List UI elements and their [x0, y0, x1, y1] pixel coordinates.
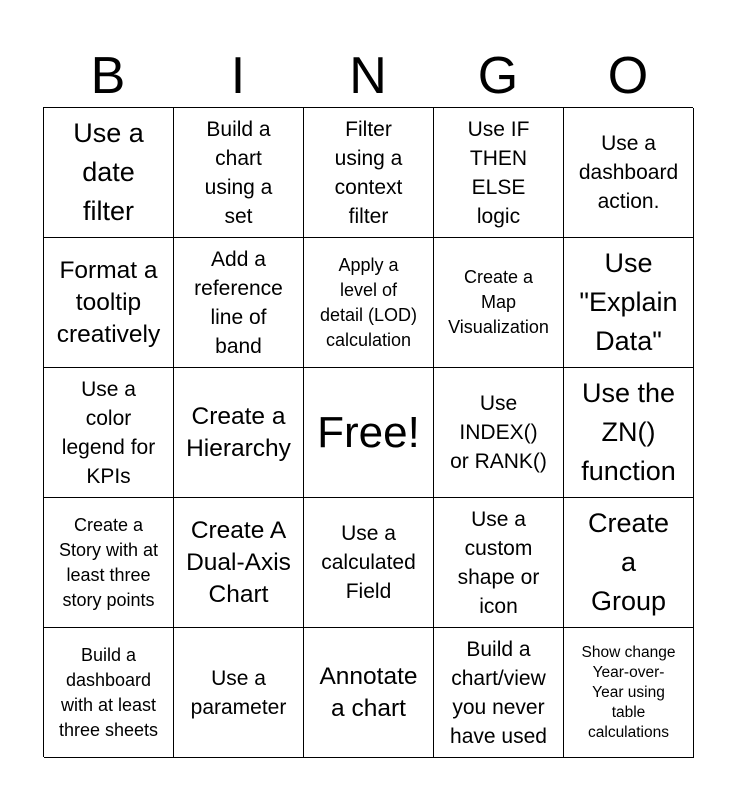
free-space-text: Free!: [317, 407, 420, 457]
bingo-cell-r5c2[interactable]: [174, 628, 304, 758]
bingo-cell-free[interactable]: [304, 368, 434, 498]
header-letter-g: G: [477, 47, 519, 105]
cell-text: Use IF THEN ELSE logic: [467, 117, 530, 228]
bingo-cell-r2c3[interactable]: [304, 238, 434, 368]
bingo-cell-r5c4[interactable]: [434, 628, 564, 758]
header-letter-b: B: [90, 47, 126, 105]
cell-text: Use a calculated Field: [321, 522, 416, 603]
cell-text: Filter using a context filter: [334, 117, 403, 228]
bingo-cell-r4c4[interactable]: [434, 498, 564, 628]
bingo-cell-r1c5[interactable]: [564, 108, 694, 238]
cell-text: Use a dashboard action.: [578, 132, 679, 213]
bingo-cell-r3c1[interactable]: [44, 368, 174, 498]
bingo-cell-r1c2[interactable]: [174, 108, 304, 238]
bingo-cell-r3c4[interactable]: [434, 368, 564, 498]
cell-text: Use a custom shape or icon: [457, 507, 540, 618]
cell-text: Add a reference line of band: [194, 247, 283, 358]
bingo-cell-r5c5[interactable]: [564, 628, 694, 758]
bingo-cell-r4c5[interactable]: [564, 498, 694, 628]
header-letter-o: O: [607, 47, 649, 105]
cell-text: Show change Year-over- Year using table calculations: [581, 643, 676, 741]
cell-text: Build a dashboard with at least three sheets: [58, 644, 159, 740]
cell-text: Format a tooltip creatively: [56, 256, 161, 348]
cell-text: Build a chart using a set: [204, 117, 273, 228]
bingo-cell-r3c2[interactable]: [174, 368, 304, 498]
cell-text: Apply a level of detail (LOD) calculation: [319, 254, 418, 350]
bingo-cell-r1c1[interactable]: [44, 108, 174, 238]
cell-text: Create A Dual-Axis Chart: [186, 516, 291, 608]
header-letter-n: N: [349, 47, 387, 105]
cell-text: Use a color legend for KPIs: [61, 377, 156, 488]
cell-text: Annotate a chart: [319, 662, 418, 722]
bingo-cell-r2c1[interactable]: [44, 238, 174, 368]
header-letter-i: I: [230, 47, 246, 105]
bingo-cell-r4c3[interactable]: [304, 498, 434, 628]
cell-text: Use "Explain Data": [579, 248, 678, 356]
cell-text: Create a Hierarchy: [186, 402, 291, 462]
bingo-cell-r1c3[interactable]: [304, 108, 434, 238]
bingo-cell-r2c4[interactable]: [434, 238, 564, 368]
cell-text: Create a Group: [587, 508, 670, 616]
bingo-header: [43, 44, 693, 108]
cell-text: Build a chart/view you never have used: [450, 637, 547, 748]
bingo-cell-r4c2[interactable]: [174, 498, 304, 628]
bingo-cell-r3c5[interactable]: [564, 368, 694, 498]
bingo-grid: [43, 107, 693, 757]
bingo-cell-r2c5[interactable]: [564, 238, 694, 368]
cell-text: Use INDEX() or RANK(): [450, 392, 547, 473]
cell-text: Create a Story with at least three story points: [58, 514, 159, 610]
cell-text: Create a Map Visualization: [448, 267, 549, 337]
cell-text: Use a parameter: [190, 666, 287, 719]
bingo-cell-r2c2[interactable]: [174, 238, 304, 368]
cell-text: Use the ZN() function: [581, 378, 676, 486]
bingo-cell-r5c1[interactable]: [44, 628, 174, 758]
bingo-cell-r5c3[interactable]: [304, 628, 434, 758]
bingo-cell-r4c1[interactable]: [44, 498, 174, 628]
bingo-cell-r1c4[interactable]: [434, 108, 564, 238]
cell-text: Use a date filter: [73, 118, 144, 226]
